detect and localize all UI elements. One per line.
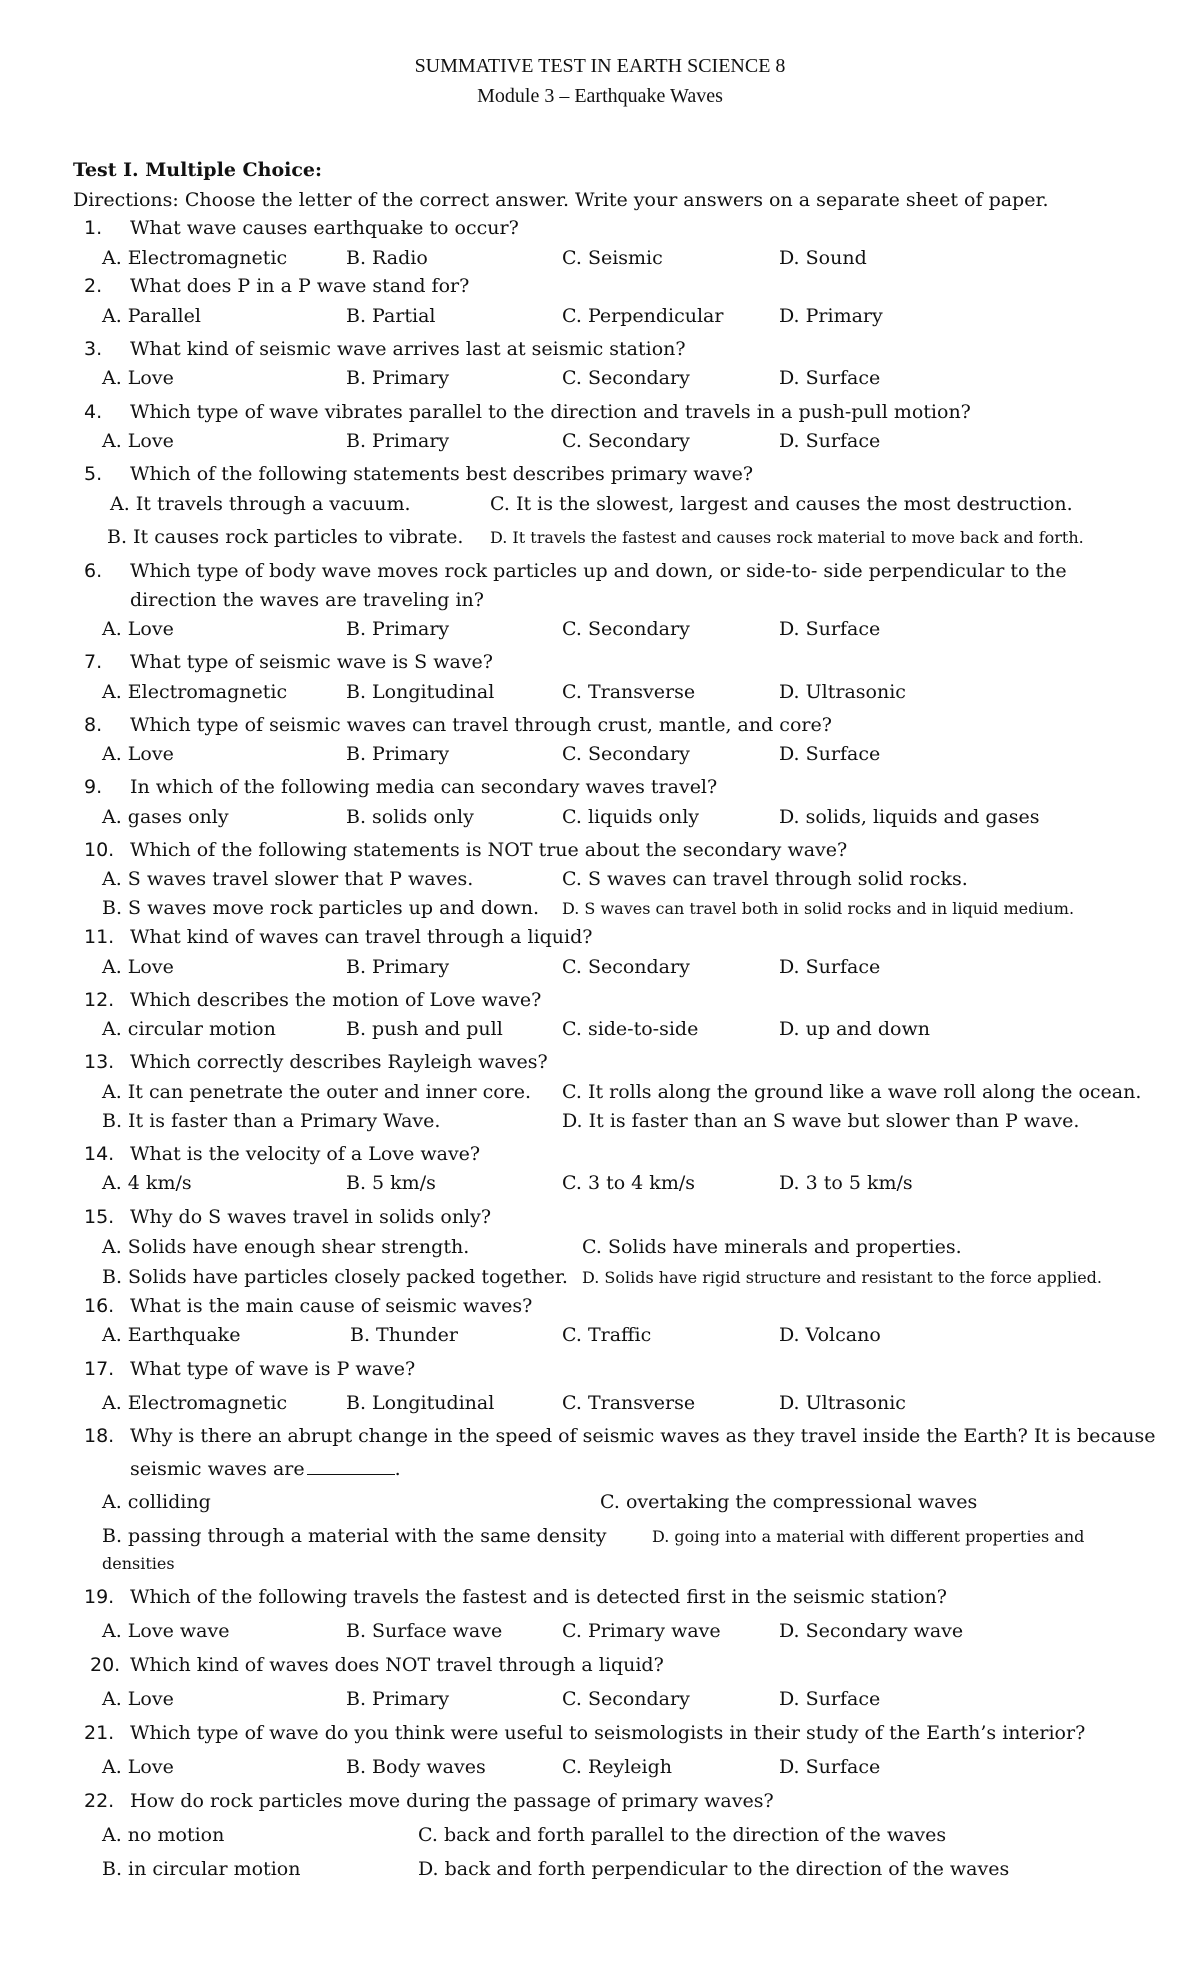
question-text: Which type of body wave moves rock particles up and down, or side-to- side perpendicular to the — [130, 560, 1067, 582]
option-d: D. solids, liquids and gases — [779, 806, 1040, 828]
question-text: Which describes the motion of Love wave? — [130, 989, 542, 1011]
option-c: C. Perpendicular — [562, 305, 724, 327]
question-number: 16. — [84, 1295, 115, 1317]
option-b: B. Longitudinal — [346, 1392, 495, 1414]
question-text: What does P in a P wave stand for? — [130, 275, 470, 297]
option-c: C. back and forth parallel to the direction of the waves — [418, 1824, 947, 1846]
option-c: C. Secondary — [562, 618, 690, 640]
question-number: 18. — [84, 1425, 115, 1447]
document-subtitle: Module 3 – Earthquake Waves — [477, 85, 723, 107]
option-d-continued: densities — [102, 1554, 175, 1573]
option-d: D. Surface — [779, 1688, 881, 1710]
question-number: 7. — [84, 651, 103, 673]
option-b: B. Longitudinal — [346, 681, 495, 703]
option-c: C. Transverse — [562, 1392, 696, 1414]
option-a: A. It travels through a vacuum. — [110, 493, 411, 515]
question-number: 8. — [84, 714, 103, 736]
option-a: A. Love — [102, 1688, 174, 1710]
question-number: 9. — [84, 776, 103, 798]
option-c: C. Secondary — [562, 956, 690, 978]
question-number: 13. — [84, 1051, 115, 1073]
question-text: Which type of wave vibrates parallel to the direction and travels in a push-pull motion? — [130, 401, 971, 423]
option-d: D. Sound — [779, 247, 867, 269]
question-text: Which type of wave do you think were useful to seismologists in their study of the Earth’s interior? — [130, 1722, 1086, 1744]
option-c: C. 3 to 4 km/s — [562, 1172, 695, 1194]
option-a: A. S waves travel slower that P waves. — [102, 868, 474, 890]
question-number: 1. — [84, 217, 103, 239]
question-text: Why do S waves travel in solids only? — [130, 1206, 492, 1228]
option-c: C. Secondary — [562, 1688, 690, 1710]
option-c: C. Reyleigh — [562, 1756, 673, 1778]
option-d: D. It is faster than an S wave but slower than P wave. — [562, 1110, 1080, 1132]
question-number: 11. — [84, 926, 115, 948]
option-a: A. Parallel — [102, 305, 201, 327]
option-a: A. colliding — [102, 1491, 211, 1513]
option-b: B. S waves move rock particles up and down. — [102, 897, 540, 919]
option-b: B. push and pull — [346, 1018, 503, 1040]
option-b: B. Primary — [346, 743, 450, 765]
question-text: Which of the following travels the fastest and is detected first in the seismic station? — [130, 1586, 947, 1608]
option-c: C. Traffic — [562, 1324, 652, 1346]
option-b: B. solids only — [346, 806, 474, 828]
option-c: C. It is the slowest, largest and causes the most destruction. — [490, 493, 1073, 515]
option-c: C. Secondary — [562, 367, 690, 389]
option-a: A. Love wave — [102, 1620, 230, 1642]
answer-blank — [307, 1458, 395, 1475]
option-b: B. Primary — [346, 430, 450, 452]
option-b: B. Thunder — [350, 1324, 458, 1346]
question-text: What type of wave is P wave? — [130, 1358, 416, 1380]
option-d: D. 3 to 5 km/s — [779, 1172, 913, 1194]
question-text: Which of the following statements best describes primary wave? — [130, 463, 754, 485]
question-text: Which kind of waves does NOT travel through a liquid? — [130, 1654, 664, 1676]
question-text: In which of the following media can secondary waves travel? — [130, 776, 718, 798]
question-text: What type of seismic wave is S wave? — [130, 651, 493, 673]
question-number: 5. — [84, 463, 103, 485]
option-b: B. Surface wave — [346, 1620, 503, 1642]
option-a: A. Electromagnetic — [102, 681, 288, 703]
question-text: What wave causes earthquake to occur? — [130, 217, 519, 239]
option-d: D. Ultrasonic — [779, 1392, 906, 1414]
option-c: C. liquids only — [562, 806, 700, 828]
option-b: B. Primary — [346, 618, 450, 640]
option-d: D. Secondary wave — [779, 1620, 964, 1642]
option-b: B. 5 km/s — [346, 1172, 436, 1194]
option-b: B. Partial — [346, 305, 436, 327]
option-d: D. Ultrasonic — [779, 681, 906, 703]
option-c: C. side-to-side — [562, 1018, 699, 1040]
option-c: C. Solids have minerals and properties. — [582, 1236, 962, 1258]
question-number: 20. — [90, 1654, 121, 1676]
option-d: D. up and down — [779, 1018, 930, 1040]
option-d: D. back and forth perpendicular to the direction of the waves — [418, 1858, 1010, 1880]
question-number: 4. — [84, 401, 103, 423]
option-b: B. passing through a material with the same density — [102, 1525, 607, 1547]
option-d: D. Surface — [779, 743, 881, 765]
option-a: A. Love — [102, 618, 174, 640]
option-c: C. Primary wave — [562, 1620, 721, 1642]
option-a: A. Love — [102, 743, 174, 765]
question-number: 15. — [84, 1206, 115, 1228]
option-c: C. Seismic — [562, 247, 663, 269]
option-a: A. Love — [102, 430, 174, 452]
question-number: 12. — [84, 989, 115, 1011]
option-d: D. S waves can travel both in solid rocks and in liquid medium. — [562, 899, 1075, 918]
option-b: B. It causes rock particles to vibrate. — [107, 526, 464, 548]
option-a: A. It can penetrate the outer and inner core. — [102, 1081, 532, 1103]
option-d: D. Surface — [779, 618, 881, 640]
option-a: A. Earthquake — [102, 1324, 241, 1346]
question-text-continued — [130, 1457, 401, 1481]
option-a: A. Electromagnetic — [102, 1392, 288, 1414]
option-d: D. Primary — [779, 305, 883, 327]
option-c: C. Secondary — [562, 430, 690, 452]
option-b: B. Primary — [346, 956, 450, 978]
option-c: C. Transverse — [562, 681, 696, 703]
question-text: Which type of seismic waves can travel through crust, mantle, and core? — [130, 714, 832, 736]
question-text: What kind of waves can travel through a liquid? — [130, 926, 593, 948]
question-text: Which correctly describes Rayleigh waves? — [130, 1051, 548, 1073]
option-a: A. Love — [102, 1756, 174, 1778]
option-d: D. Surface — [779, 367, 881, 389]
option-d: D. Surface — [779, 430, 881, 452]
question-text: Why is there an abrupt change in the speed of seismic waves as they travel inside the Earth? It is because — [130, 1425, 1156, 1447]
question-text: What is the main cause of seismic waves? — [130, 1295, 533, 1317]
question-number: 21. — [84, 1722, 115, 1744]
option-a: A. gases only — [102, 806, 229, 828]
option-b: B. Body waves — [346, 1756, 486, 1778]
question-number: 2. — [84, 275, 103, 297]
directions: Directions: Choose the letter of the correct answer. Write your answers on a separate sheet of paper. — [73, 189, 1049, 211]
option-c: C. Secondary — [562, 743, 690, 765]
question-number: 6. — [84, 560, 103, 582]
option-b: B. It is faster than a Primary Wave. — [102, 1110, 441, 1132]
question-text-continued-label: seismic waves are — [130, 1458, 305, 1480]
option-d: D. Surface — [779, 1756, 881, 1778]
option-a: A. 4 km/s — [102, 1172, 192, 1194]
option-a: A. Solids have enough shear strength. — [102, 1236, 470, 1258]
document-title: SUMMATIVE TEST IN EARTH SCIENCE 8 — [414, 55, 786, 77]
question-text: What kind of seismic wave arrives last at seismic station? — [130, 338, 686, 360]
option-b: B. Primary — [346, 1688, 450, 1710]
option-d: D. going into a material with different properties and — [652, 1527, 1085, 1546]
option-a: A. circular motion — [102, 1018, 276, 1040]
option-a: A. no motion — [102, 1824, 225, 1846]
option-c: C. S waves can travel through solid rocks. — [562, 868, 968, 890]
option-b: B. in circular motion — [102, 1858, 301, 1880]
option-a: A. Love — [102, 367, 174, 389]
question-text-continued: direction the waves are traveling in? — [130, 589, 484, 611]
question-number: 14. — [84, 1143, 115, 1165]
option-b: B. Radio — [346, 247, 428, 269]
option-b: B. Primary — [346, 367, 450, 389]
question-number: 22. — [84, 1790, 115, 1812]
option-b: B. Solids have particles closely packed together. — [102, 1266, 568, 1288]
question-number: 3. — [84, 338, 103, 360]
option-d: D. Surface — [779, 956, 881, 978]
question-text: Which of the following statements is NOT true about the secondary wave? — [130, 839, 848, 861]
option-d: D. Volcano — [779, 1324, 881, 1346]
option-c: C. overtaking the compressional waves — [600, 1491, 978, 1513]
question-number: 19. — [84, 1586, 115, 1608]
question-number: 17. — [84, 1358, 115, 1380]
option-a: A. Love — [102, 956, 174, 978]
question-text: How do rock particles move during the passage of primary waves? — [130, 1790, 774, 1812]
question-number: 10. — [84, 839, 115, 861]
question-text-end: . — [394, 1458, 401, 1480]
question-text: What is the velocity of a Love wave? — [130, 1143, 481, 1165]
test-title: Test I. Multiple Choice: — [73, 159, 323, 181]
option-c: C. It rolls along the ground like a wave roll along the ocean. — [562, 1081, 1142, 1103]
option-a: A. Electromagnetic — [102, 247, 288, 269]
option-d: D. It travels the fastest and causes rock material to move back and forth. — [490, 528, 1084, 547]
option-d: D. Solids have rigid structure and resistant to the force applied. — [582, 1268, 1103, 1287]
